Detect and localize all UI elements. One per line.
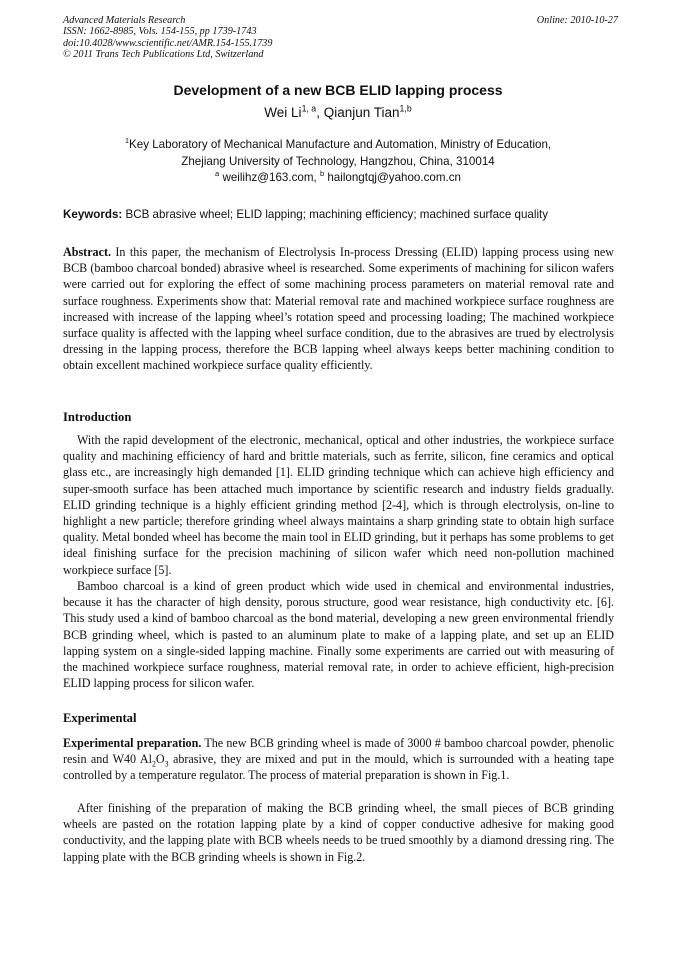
- affil-line-1: Key Laboratory of Mechanical Manufacture and Automation, Ministry of Education,: [129, 138, 552, 151]
- section-heading-experimental: Experimental: [63, 711, 137, 725]
- author-name: Wei Li: [264, 105, 302, 120]
- author-emails: [63, 171, 613, 184]
- prep-text-a: The new BCB grinding wheel is made of 3000 # bamboo charcoal powder, phenolic resin and W40 Al: [63, 736, 614, 767]
- affil-mark: 1: [124, 136, 130, 146]
- keywords-label: Keywords:: [63, 208, 123, 221]
- abstract: [63, 244, 614, 374]
- email-b: hailongtqj@yahoo.com.cn: [324, 171, 461, 184]
- experimental-paragraph-1: [63, 735, 614, 784]
- abstract-text: In this paper, the mechanism of Electrolysis In-process Dressing (ELID) lapping process using new BCB (bamboo charcoal bonded) abrasive wheel is researched. Some experiments of machining for silicon wafers were carried out for exploring the effect of some machining process parameters on material removal rate and surface roughness. Experiments show that: Material removal rate and machined workpiece surface roughness are increased with increase of the lapping wheel’s rotation speed and processing loading; The machined workpiece surface quality is affected with the lapping wheel surface condition, due to the abrasives are trued by electrolysis dressing in the lapping process, therefore the BCB lapping wheel always keeps better machining condition to obtain excellent machined workpiece surface quality efficiently.: [63, 245, 614, 373]
- email-mark: a: [215, 169, 220, 179]
- affil-line-2: Zhejiang University of Technology, Hangzhou, China, 310014: [181, 155, 495, 168]
- author-separator: ,: [316, 105, 324, 120]
- copyright-line: © 2011 Trans Tech Publications Ltd, Switzerland: [63, 49, 264, 61]
- experimental-prep-label: Experimental preparation.: [63, 736, 202, 750]
- intro-paragraph-1: With the rapid development of the electronic, mechanical, optical and other industries, the workpiece surface quality and machining efficiency of hard and brittle materials, such as ferrite, silicon, fine ceramics and optical glass etc., are increasingly high demanded [1]. ELID grinding technique which can achieve high efficiency and super-smooth surface has been attached much importance by scientific research and industry fields gradually. ELID grinding technique is a highly efficient grinding method [2-4], which is through electrolysis, on-line to highlight a new particle; therefore grinding wheel always maintains a sharp grinding state to obtain high surface quality. Metal bonded wheel has become the main tool in ELID grinding, but it perhaps has some problems to get ideal finishing surface for the precision machining of silicon wafer which need non-pollution machined workpiece surface [5].: [63, 433, 614, 577]
- prep-text-b: O: [155, 752, 165, 767]
- keywords: [63, 208, 618, 221]
- author-name: Qianjun Tian: [323, 105, 400, 120]
- abstract-label: Abstract.: [63, 245, 112, 259]
- journal-name: Advanced Materials Research: [63, 15, 186, 26]
- author-line: [63, 105, 613, 120]
- section-heading-introduction: Introduction: [63, 410, 132, 424]
- keywords-text: BCB abrasive wheel; ELID lapping; machining efficiency; machined surface quality: [122, 208, 549, 221]
- prep-text-c: abrasive, they are mixed and put in the mould, which is surrounded with a heating tape controlled by a temperature regulator. The process of material preparation is shown in Fig.1.: [63, 752, 614, 783]
- experimental-paragraph-2: After finishing of the preparation of making the BCB grinding wheel, the small pieces of BCB grinding wheels are pasted on the rotation lapping plate by a kind of copper conductive adhesive for making good conductivity, and the lapping plate with BCB wheels needs to be trued smoothly by a diamond dressing ring. The lapping plate with the BCB grinding wheels is shown in Fig.2.: [63, 801, 614, 864]
- journal-header: [63, 15, 618, 61]
- issn-line: ISSN: 1662-8985, Vols. 154-155, pp 1739-1743: [63, 26, 257, 38]
- doi-line: doi:10.4028/www.scientific.net/AMR.154-155.1739: [63, 37, 273, 49]
- affiliation: [63, 136, 613, 170]
- online-date: Online: 2010-10-27: [536, 15, 618, 26]
- paper-title: Development of a new BCB ELID lapping process: [173, 82, 503, 98]
- intro-paragraph-2: Bamboo charcoal is a kind of green product which wide used in chemical and environmental industries, because it has the character of high density, porous structure, good wear resistance, high conductivity etc. [6]. This study used a kind of bamboo charcoal as the bond material, developing a new green environmental friendly BCB grinding wheel, which is pasted to an aluminum plate to make of a lapping plate, and set up an ELID lapping system on a single-sided lapping machine. Finally some experiments are carried out with measuring of the machined workpiece surface roughness, material removal rate, in order to achieve efficient, high-precision ELID lapping process for silicon wafer.: [63, 579, 614, 691]
- author-affil-mark: 1, a: [301, 103, 317, 114]
- email-a: weilihz@163.com,: [219, 171, 320, 184]
- subscript: 2: [151, 759, 156, 769]
- author-affil-mark: 1,b: [399, 103, 412, 114]
- subscript: 3: [164, 759, 169, 769]
- email-mark: b: [319, 169, 325, 179]
